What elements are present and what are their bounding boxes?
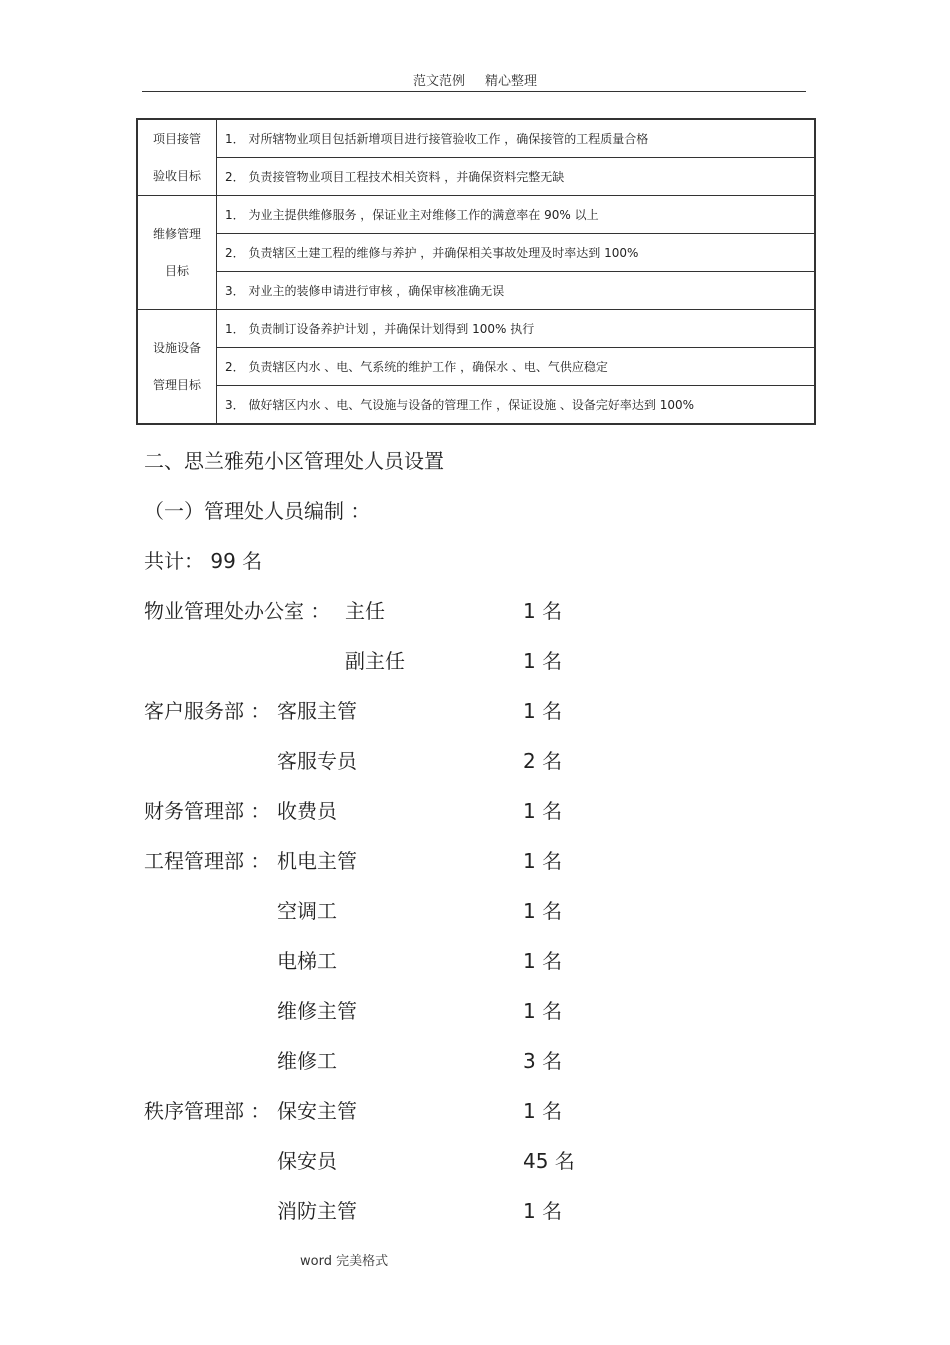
table-row xyxy=(137,348,815,386)
role-count: 1 名 xyxy=(523,899,563,923)
department-label: 秩序管理部 ： xyxy=(144,1099,271,1123)
table-row xyxy=(137,234,815,272)
category-cell xyxy=(137,196,217,310)
role-count: 1 名 xyxy=(523,849,563,873)
role-count: 45 名 xyxy=(523,1149,575,1173)
role-label: 维修工 xyxy=(277,1049,337,1073)
list-item xyxy=(0,595,950,625)
role-label: 保安主管 xyxy=(277,1099,357,1123)
category-line: 维修管理 xyxy=(152,226,201,241)
role-count: 2 名 xyxy=(523,749,563,773)
role-label: 客服主管 xyxy=(277,699,357,723)
table-row xyxy=(137,272,815,310)
header-left: 范文范例 xyxy=(412,74,465,89)
section-title: 二、思兰雅苑小区管理处人员设置 xyxy=(144,449,444,473)
header-right: 精心整理 xyxy=(485,74,538,89)
list-item xyxy=(0,645,950,675)
role-label: 副主任 xyxy=(345,649,405,673)
table-row xyxy=(137,310,815,348)
list-item xyxy=(0,745,950,775)
category-line: 项目接管 xyxy=(152,131,201,146)
list-item xyxy=(0,895,950,925)
role-count: 1 名 xyxy=(523,1199,563,1223)
table-row xyxy=(137,119,815,158)
category-line: 设施设备 xyxy=(152,340,201,355)
role-label: 空调工 xyxy=(277,899,337,923)
category-cell xyxy=(137,310,217,425)
list-item xyxy=(0,995,950,1025)
role-count: 1 名 xyxy=(523,599,563,623)
header-rule xyxy=(142,91,806,92)
goal-item: 3． 对业主的装修申请进行审核 ，确保审核准确无误 xyxy=(217,272,816,310)
goals-table xyxy=(136,118,816,425)
role-count: 1 名 xyxy=(523,949,563,973)
page-footer: word 完美格式 xyxy=(300,1254,389,1269)
table-row xyxy=(137,158,815,196)
department-label: 财务管理部 ： xyxy=(144,799,271,823)
category-cell xyxy=(137,119,217,196)
category-line: 验收目标 xyxy=(152,168,201,183)
role-label: 客服专员 xyxy=(277,749,357,773)
role-label: 保安员 xyxy=(277,1149,337,1173)
department-label: 物业管理处办公室 ： xyxy=(144,599,331,623)
total-count: 共计： 99 名 xyxy=(144,549,263,573)
goal-item: 1． 对所辖物业项目包括新增项目进行接管验收工作 ，确保接管的工程质量合格 xyxy=(217,119,816,158)
category-line: 管理目标 xyxy=(152,377,201,392)
list-item xyxy=(0,695,950,725)
role-label: 消防主管 xyxy=(277,1199,357,1223)
list-item xyxy=(0,845,950,875)
role-label: 维修主管 xyxy=(277,999,357,1023)
goal-item: 1． 负责制订设备养护计划 ，并确保计划得到 100% 执行 xyxy=(217,310,816,348)
role-count: 1 名 xyxy=(523,1099,563,1123)
role-count: 1 名 xyxy=(523,649,563,673)
goal-item: 1． 为业主提供维修服务 ，保证业主对维修工作的满意率在 90% 以上 xyxy=(217,196,816,234)
sub-title: （一）管理处人员编制 ： xyxy=(144,499,371,523)
table-row xyxy=(137,386,815,425)
role-count: 1 名 xyxy=(523,799,563,823)
page-header xyxy=(0,70,950,89)
role-label: 收费员 xyxy=(277,799,337,823)
role-label: 机电主管 xyxy=(277,849,357,873)
role-label: 主任 xyxy=(345,599,385,623)
category-line: 目标 xyxy=(164,263,189,278)
goal-item: 2． 负责接管物业项目工程技术相关资料 ，并确保资料完整无缺 xyxy=(217,158,816,196)
goal-item: 2． 负责辖区内水 、电、气系统的维护工作 ，确保水 、电、气供应稳定 xyxy=(217,348,816,386)
list-item xyxy=(0,945,950,975)
role-count: 1 名 xyxy=(523,999,563,1023)
list-item xyxy=(0,1095,950,1125)
list-item xyxy=(0,1045,950,1075)
department-label: 工程管理部 ： xyxy=(144,849,271,873)
role-label: 电梯工 xyxy=(277,949,337,973)
goal-item: 3． 做好辖区内水 、电、气设施与设备的管理工作 ，保证设施 、设备完好率达到 100% xyxy=(217,386,816,425)
list-item xyxy=(0,795,950,825)
role-count: 3 名 xyxy=(523,1049,563,1073)
table-row xyxy=(137,196,815,234)
goal-item: 2． 负责辖区土建工程的维修与养护 ，并确保相关事故处理及时率达到 100% xyxy=(217,234,816,272)
role-count: 1 名 xyxy=(523,699,563,723)
department-label: 客户服务部 ： xyxy=(144,699,271,723)
list-item xyxy=(0,1195,950,1225)
list-item xyxy=(0,1145,950,1175)
